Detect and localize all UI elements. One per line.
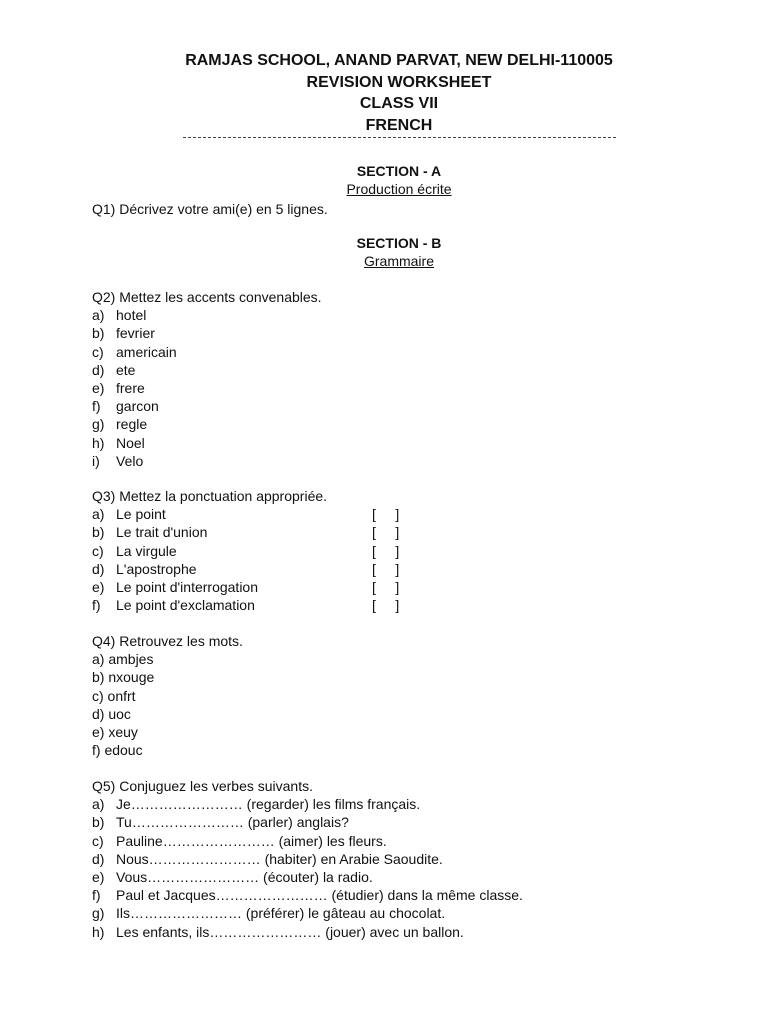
list-item: b) nxouge bbox=[92, 669, 155, 686]
list-item: f) Le point d'exclamation [ ] bbox=[92, 597, 400, 614]
answer-bracket: [ ] bbox=[372, 506, 400, 523]
list-item: h) Les enfants, ils…………………… (jouer) avec un ballon. bbox=[92, 923, 464, 940]
question-2 bbox=[92, 288, 322, 470]
list-item: c) La virgule [ ] bbox=[92, 542, 400, 559]
list-item: a) hotel bbox=[92, 307, 147, 324]
list-item: c) onfrt bbox=[92, 687, 136, 704]
list-item: b) Tu…………………… (parler) anglais? bbox=[92, 814, 349, 831]
list-item: i) Velo bbox=[92, 452, 144, 469]
list-item: e) Le point d'interrogation [ ] bbox=[92, 579, 400, 596]
question-1 bbox=[92, 200, 328, 218]
list-item: e) xeuy bbox=[92, 724, 138, 741]
list-item: b) fevrier bbox=[92, 325, 155, 342]
class-label: CLASS VII bbox=[359, 95, 439, 112]
list-item: g) Ils…………………… (préférer) le gâteau au chocolat. bbox=[92, 905, 446, 922]
list-item: e) Vous…………………… (écouter) la radio. bbox=[92, 869, 373, 886]
list-item: f) garcon bbox=[92, 398, 159, 415]
section-a-title: SECTION - A bbox=[356, 163, 442, 179]
subject-label: FRENCH bbox=[365, 116, 433, 134]
question-5-title: Q5) Conjuguez les verbes suivants. bbox=[92, 778, 313, 794]
list-item: d) L'apostrophe [ ] bbox=[92, 560, 400, 577]
list-item: f) edouc bbox=[92, 742, 143, 759]
list-item: g) regle bbox=[92, 416, 148, 433]
school-name: RAMJAS SCHOOL, ANAND PARVAT, NEW DELHI-110005 bbox=[185, 52, 613, 69]
section-b-subtitle: Grammaire bbox=[363, 253, 434, 269]
worksheet-header bbox=[0, 50, 768, 136]
list-item: d) uoc bbox=[92, 705, 131, 722]
list-item: d) ete bbox=[92, 361, 136, 378]
worksheet-title: REVISION WORKSHEET bbox=[306, 73, 492, 91]
list-item: c) Pauline…………………… (aimer) les fleurs. bbox=[92, 832, 387, 849]
list-item: e) frere bbox=[92, 380, 145, 397]
answer-bracket: [ ] bbox=[372, 560, 400, 577]
section-a-heading bbox=[0, 162, 768, 198]
question-2-title: Q2) Mettez les accents convenables. bbox=[92, 289, 322, 305]
answer-bracket: [ ] bbox=[372, 597, 400, 614]
question-4 bbox=[92, 632, 243, 759]
list-item: a) ambjes bbox=[92, 651, 154, 668]
dashed-divider bbox=[183, 137, 616, 138]
list-item: a) Le point [ ] bbox=[92, 506, 400, 523]
section-b-heading bbox=[0, 234, 768, 270]
section-a-subtitle: Production écrite bbox=[346, 181, 452, 197]
list-item: a) Je…………………… (regarder) les films français. bbox=[92, 796, 421, 813]
question-1-text: Q1) Décrivez votre ami(e) en 5 lignes. bbox=[92, 201, 328, 217]
list-item: b) Le trait d'union [ ] bbox=[92, 524, 400, 541]
answer-bracket: [ ] bbox=[372, 579, 400, 596]
list-item: c) americain bbox=[92, 343, 177, 360]
answer-bracket: [ ] bbox=[372, 542, 400, 559]
question-5 bbox=[92, 777, 523, 941]
question-4-title: Q4) Retrouvez les mots. bbox=[92, 633, 243, 649]
list-item: d) Nous…………………… (habiter) en Arabie Saoudite. bbox=[92, 850, 443, 867]
list-item: h) Noel bbox=[92, 434, 145, 451]
question-3-title: Q3) Mettez la ponctuation appropriée. bbox=[92, 488, 328, 504]
section-b-title: SECTION - B bbox=[356, 235, 442, 251]
question-3 bbox=[92, 487, 399, 614]
list-item: f) Paul et Jacques…………………… (étudier) dans la même classe. bbox=[92, 887, 523, 904]
answer-bracket: [ ] bbox=[372, 524, 400, 541]
